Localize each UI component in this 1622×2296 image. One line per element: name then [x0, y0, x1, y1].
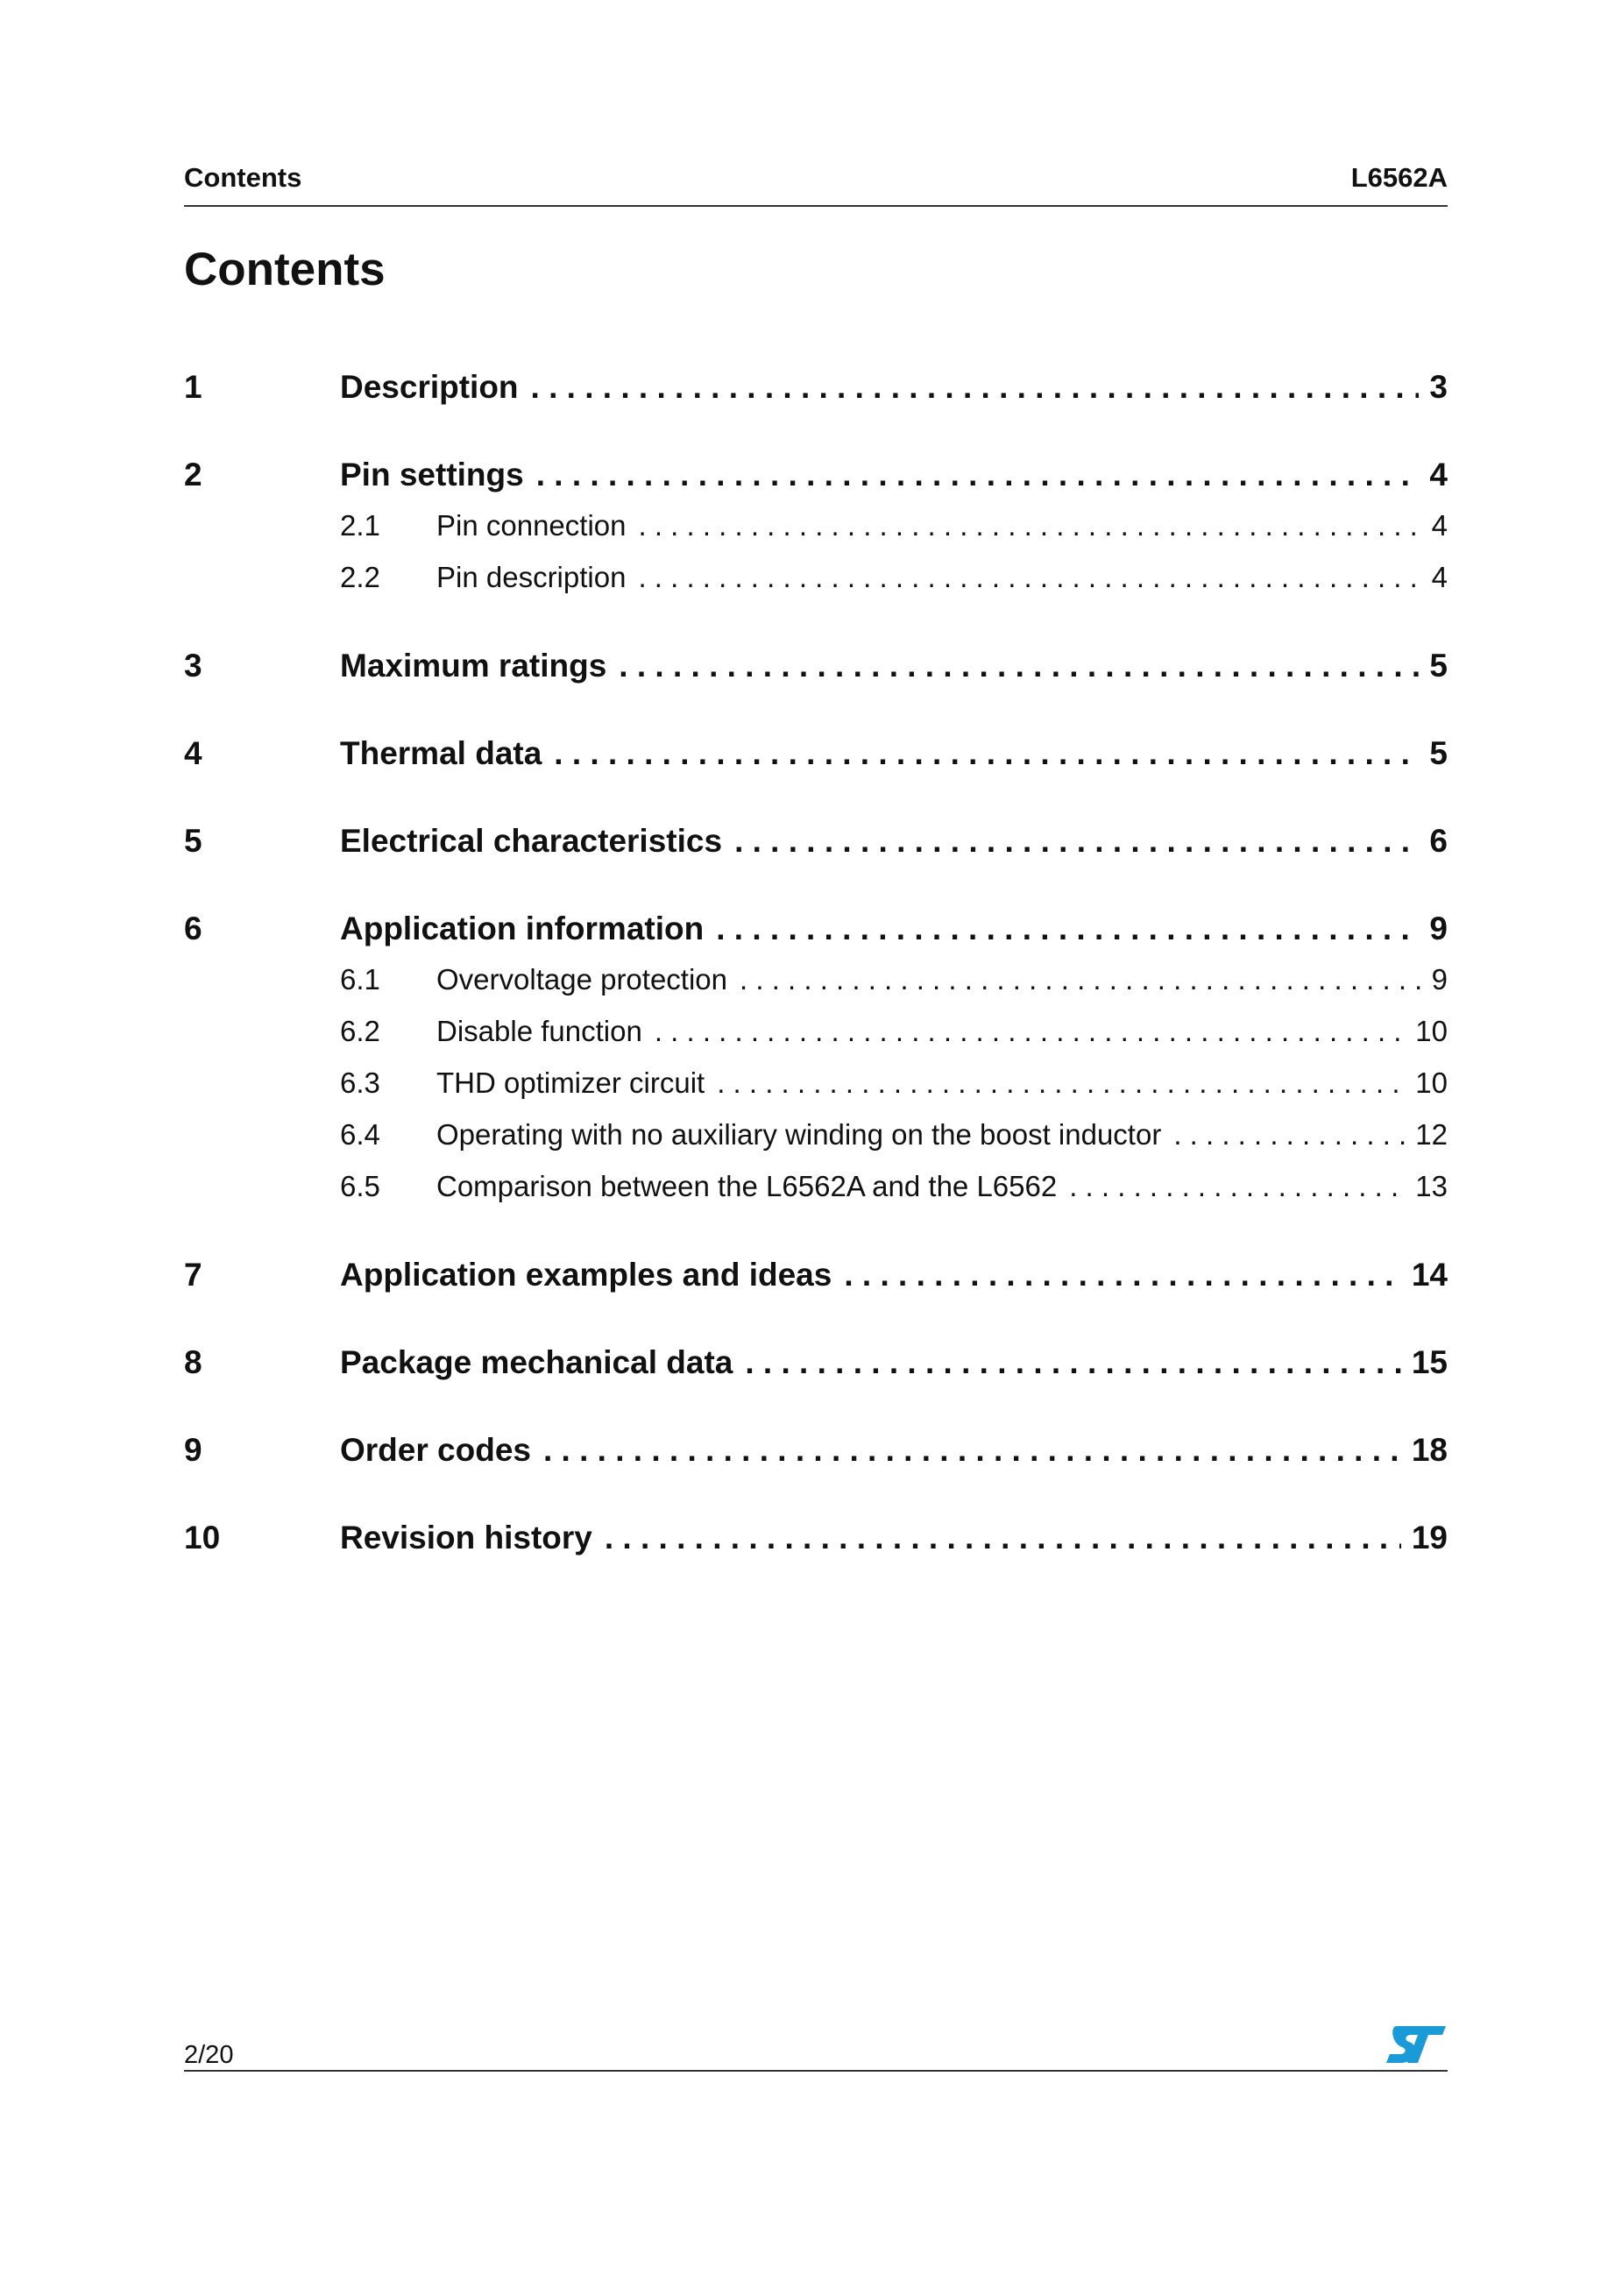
toc-entry-page: 5 — [1429, 648, 1448, 684]
toc-entry-number: 4 — [184, 735, 202, 771]
toc-entry[interactable] — [184, 1517, 1448, 1559]
toc-entry-page: 3 — [1429, 369, 1448, 405]
header-section-title: Contents — [184, 162, 302, 193]
toc-subentry-title: Pin connection — [436, 509, 627, 542]
toc-subentry[interactable] — [184, 1064, 1448, 1102]
toc-entry[interactable] — [184, 1254, 1448, 1296]
toc-entry-page: 4 — [1429, 457, 1448, 493]
toc-subentry-number: 6.1 — [340, 963, 380, 996]
toc-subentry-title: Pin description — [436, 561, 627, 593]
toc-subentry-number: 6.3 — [340, 1067, 380, 1099]
toc-dot-leader — [638, 507, 1420, 545]
document-page — [184, 0, 1448, 2296]
toc-subentry-title: Disable function — [436, 1015, 642, 1047]
toc-subentry[interactable] — [184, 960, 1448, 999]
toc-entry-number: 1 — [184, 369, 202, 405]
toc-subentry-title: THD optimizer circuit — [436, 1067, 705, 1099]
toc-dot-leader — [716, 908, 1419, 950]
toc-dot-leader — [543, 1429, 1401, 1471]
toc-entry-title: Application information — [340, 911, 705, 946]
toc-dot-leader — [1069, 1167, 1405, 1206]
toc-subentry[interactable] — [184, 507, 1448, 545]
toc-entry-title: Description — [340, 369, 519, 405]
toc-entry-title: Order codes — [340, 1432, 531, 1468]
toc-entry-page: 9 — [1429, 911, 1448, 946]
toc-entry-title: Maximum ratings — [340, 648, 607, 684]
toc-subentry-number: 6.4 — [340, 1118, 380, 1151]
toc-subentry-page: 13 — [1415, 1170, 1448, 1202]
toc-dot-leader — [717, 1064, 1405, 1102]
toc-dot-leader — [536, 454, 1420, 496]
toc-entry-number: 6 — [184, 911, 202, 946]
toc-subentry-title: Comparison between the L6562A and the L6562 — [436, 1170, 1058, 1202]
toc-entry-title: Application examples and ideas — [340, 1257, 832, 1293]
toc-entry-title: Electrical characteristics — [340, 823, 723, 859]
toc-subentry[interactable] — [184, 1167, 1448, 1206]
page-number: 2/20 — [184, 2041, 234, 2069]
toc-dot-leader — [844, 1254, 1401, 1296]
toc-entry-number: 8 — [184, 1344, 202, 1380]
toc-subentry-number: 6.5 — [340, 1170, 380, 1202]
toc-subentry-page: 10 — [1415, 1067, 1448, 1099]
toc-entry-number: 5 — [184, 823, 202, 859]
toc-entry-page: 15 — [1411, 1344, 1448, 1380]
toc-entry[interactable] — [184, 366, 1448, 408]
toc-subentry-page: 4 — [1431, 561, 1448, 593]
toc-entry-number: 7 — [184, 1257, 202, 1293]
toc-entry-title: Pin settings — [340, 457, 524, 493]
toc-subentry[interactable] — [184, 1012, 1448, 1051]
toc-entry[interactable] — [184, 454, 1448, 496]
toc-entry-page: 6 — [1429, 823, 1448, 859]
toc-subentry-page: 12 — [1415, 1118, 1448, 1151]
toc-dot-leader — [531, 366, 1420, 408]
page-header — [184, 158, 1448, 207]
toc-entry[interactable] — [184, 1429, 1448, 1471]
toc-entry-page: 14 — [1411, 1257, 1448, 1293]
toc-dot-leader — [734, 820, 1419, 862]
toc-dot-leader — [740, 960, 1421, 999]
toc-entry-title: Revision history — [340, 1520, 592, 1555]
toc-entry[interactable] — [184, 645, 1448, 687]
toc-subentry-title: Overvoltage protection — [436, 963, 728, 996]
toc-entry-number: 3 — [184, 648, 202, 684]
toc-entry[interactable] — [184, 820, 1448, 862]
toc-entry-page: 5 — [1429, 735, 1448, 771]
toc-dot-leader — [1173, 1116, 1405, 1154]
toc-entry-number: 2 — [184, 457, 202, 493]
toc-entry-page: 19 — [1411, 1520, 1448, 1555]
toc-subentry-page: 10 — [1415, 1015, 1448, 1047]
toc-subentry-number: 2.2 — [340, 561, 380, 593]
toc-subentry-number: 2.1 — [340, 509, 380, 542]
toc-dot-leader — [655, 1012, 1405, 1051]
toc-entry-title: Package mechanical data — [340, 1344, 733, 1380]
toc-entry[interactable] — [184, 908, 1448, 950]
toc-subentry[interactable] — [184, 558, 1448, 597]
page-footer — [184, 2024, 1448, 2072]
toc-subentry-title: Operating with no auxiliary winding on the boost inductor — [436, 1118, 1162, 1151]
toc-entry[interactable] — [184, 733, 1448, 775]
toc-dot-leader — [554, 733, 1419, 775]
toc-subentry[interactable] — [184, 1116, 1448, 1154]
toc-dot-leader — [619, 645, 1419, 687]
header-product-name: L6562A — [1350, 162, 1448, 193]
toc-entry-number: 9 — [184, 1432, 202, 1468]
toc-entry-page: 18 — [1411, 1432, 1448, 1468]
page-title: Contents — [184, 244, 386, 295]
toc-dot-leader — [605, 1517, 1401, 1559]
st-logo-icon — [1385, 2024, 1448, 2065]
toc-subentry-page: 4 — [1431, 509, 1448, 542]
toc-dot-leader — [638, 558, 1420, 597]
toc-entry-title: Thermal data — [340, 735, 542, 771]
toc-subentry-page: 9 — [1431, 963, 1448, 996]
toc-subentry-number: 6.2 — [340, 1015, 380, 1047]
toc-entry-number: 10 — [184, 1520, 221, 1555]
toc-entry[interactable] — [184, 1342, 1448, 1384]
toc-dot-leader — [745, 1342, 1400, 1384]
